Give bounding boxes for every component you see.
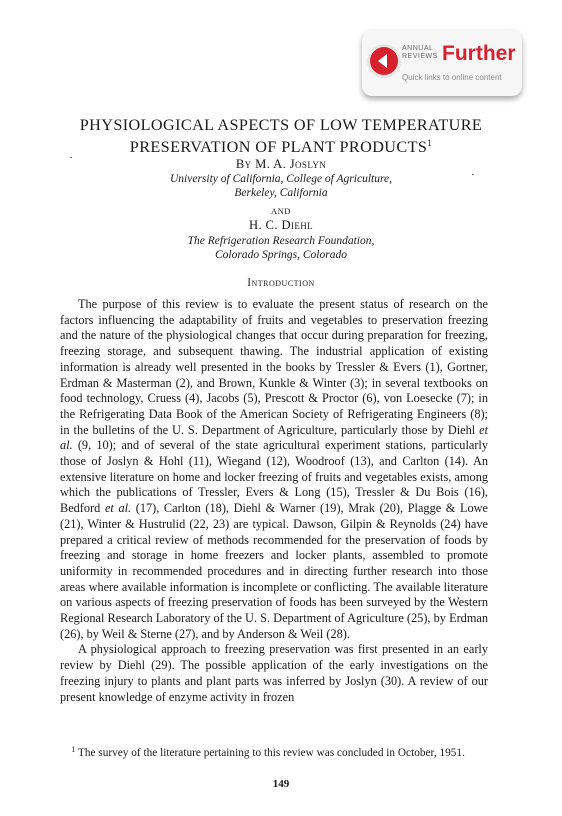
publisher-name xyxy=(402,45,438,61)
author-2-name: H. C. Diehl xyxy=(248,218,314,232)
scan-speck xyxy=(70,157,72,158)
author-2-affiliation-line-1: The Refrigeration Research Foundation, xyxy=(187,235,375,247)
footnote xyxy=(60,742,488,761)
body-paragraph-2: A physiological approach to freezing preservation was first presented in an early review by Diehl (29). The possible application of the early investigations on the freezing injury to plants and plant parts was inferred by Joslyn (30). A review of our present knowledge of enzyme activity in frozen xyxy=(60,642,488,704)
author-1-by: By xyxy=(235,157,252,171)
article-title-text: PRESERVATION OF PLANT PRODUCTS xyxy=(129,138,428,156)
scan-speck xyxy=(472,174,474,175)
article-title-line-2 xyxy=(40,134,522,156)
author-1-affiliation-line-2: Berkeley, California xyxy=(234,187,328,199)
further-badge[interactable] xyxy=(362,30,522,96)
publisher-line-2: REVIEWS xyxy=(402,53,438,60)
quick-links-label: Quick links to online content xyxy=(402,73,502,82)
author-2-affiliation-line-2: Colorado Springs, Colorado xyxy=(215,249,347,261)
section-heading-introduction: Introduction xyxy=(247,277,315,289)
and-separator: AND xyxy=(271,206,291,216)
page-number: 149 xyxy=(272,778,290,790)
title-footnote-mark: 1 xyxy=(427,138,433,148)
footnote-text: The survey of the literature pertaining to this review was concluded in October, 1951. xyxy=(77,747,465,759)
further-label: Further xyxy=(442,42,516,65)
footnote-mark: 1 xyxy=(71,745,76,754)
article-body xyxy=(60,297,488,705)
author-1 xyxy=(40,157,522,171)
publisher-line-1: ANNUAL xyxy=(402,45,434,52)
article-title-line-1: PHYSIOLOGICAL ASPECTS OF LOW TEMPERATURE xyxy=(79,116,483,134)
author-1-affiliation-line-1: University of California, College of Agriculture, xyxy=(170,173,392,185)
author-1-name: M. A. Joslyn xyxy=(255,157,327,171)
body-paragraph-1: The purpose of this review is to evaluate the present status of research on the factors influencing the adaptability of fruits and vegetables to preservation freezing and the nature of the physiological changes that occur during preparation for freezing, freezing storage, and subsequent thawing. The industrial application of existing information is already well presented in the books by Tressler & Evers (1), Gortner, Erdman & Masterman (2), and Brown, Kunkle & Winter (3); in several textbooks on food technology, Cruess (4), Jacobs (5), Prescott & Proctor (6), von Loesecke (7); in the Refrigerating Data Book of the American Society of Refrigerating Engineers (8); in the bulletins of the U. S. Department of Agriculture, particularly those by Diehl et al. (9, 10); and of several of the state agricultural experiment stations, particularly those of Joslyn & Hohl (11), Wiegand (12), Woodroof (13), and Carlton (14). An extensive literature on home and locker freezing of fruits and vegetables exists, among which the publications of Tressler, Evers & Long (15), Tressler & Du Bois (16), Bedford et al. (17), Carlton (18), Diehl & Warner (19), Mrak (20), Plagge & Lowe (21), Winter & Hustrulid (22, 23) are typical. Dawson, Gilpin & Reynolds (24) have prepared a critical review of methods recommended for the preservation of foods by freezing and storage in home freezers and locker plants, assembled to promote uniformity in recommended procedures and in directing further research into those areas where available information is incomplete or conflicting. The available literature on various aspects of freezing preservation of foods has been surveyed by the Western Regional Research Laboratory of the U. S. Department of Agriculture (25), by Erdman (26), by Weil & Sterne (27), and by Anderson & Weil (28). xyxy=(60,297,489,641)
annual-reviews-logo-icon xyxy=(370,47,398,75)
